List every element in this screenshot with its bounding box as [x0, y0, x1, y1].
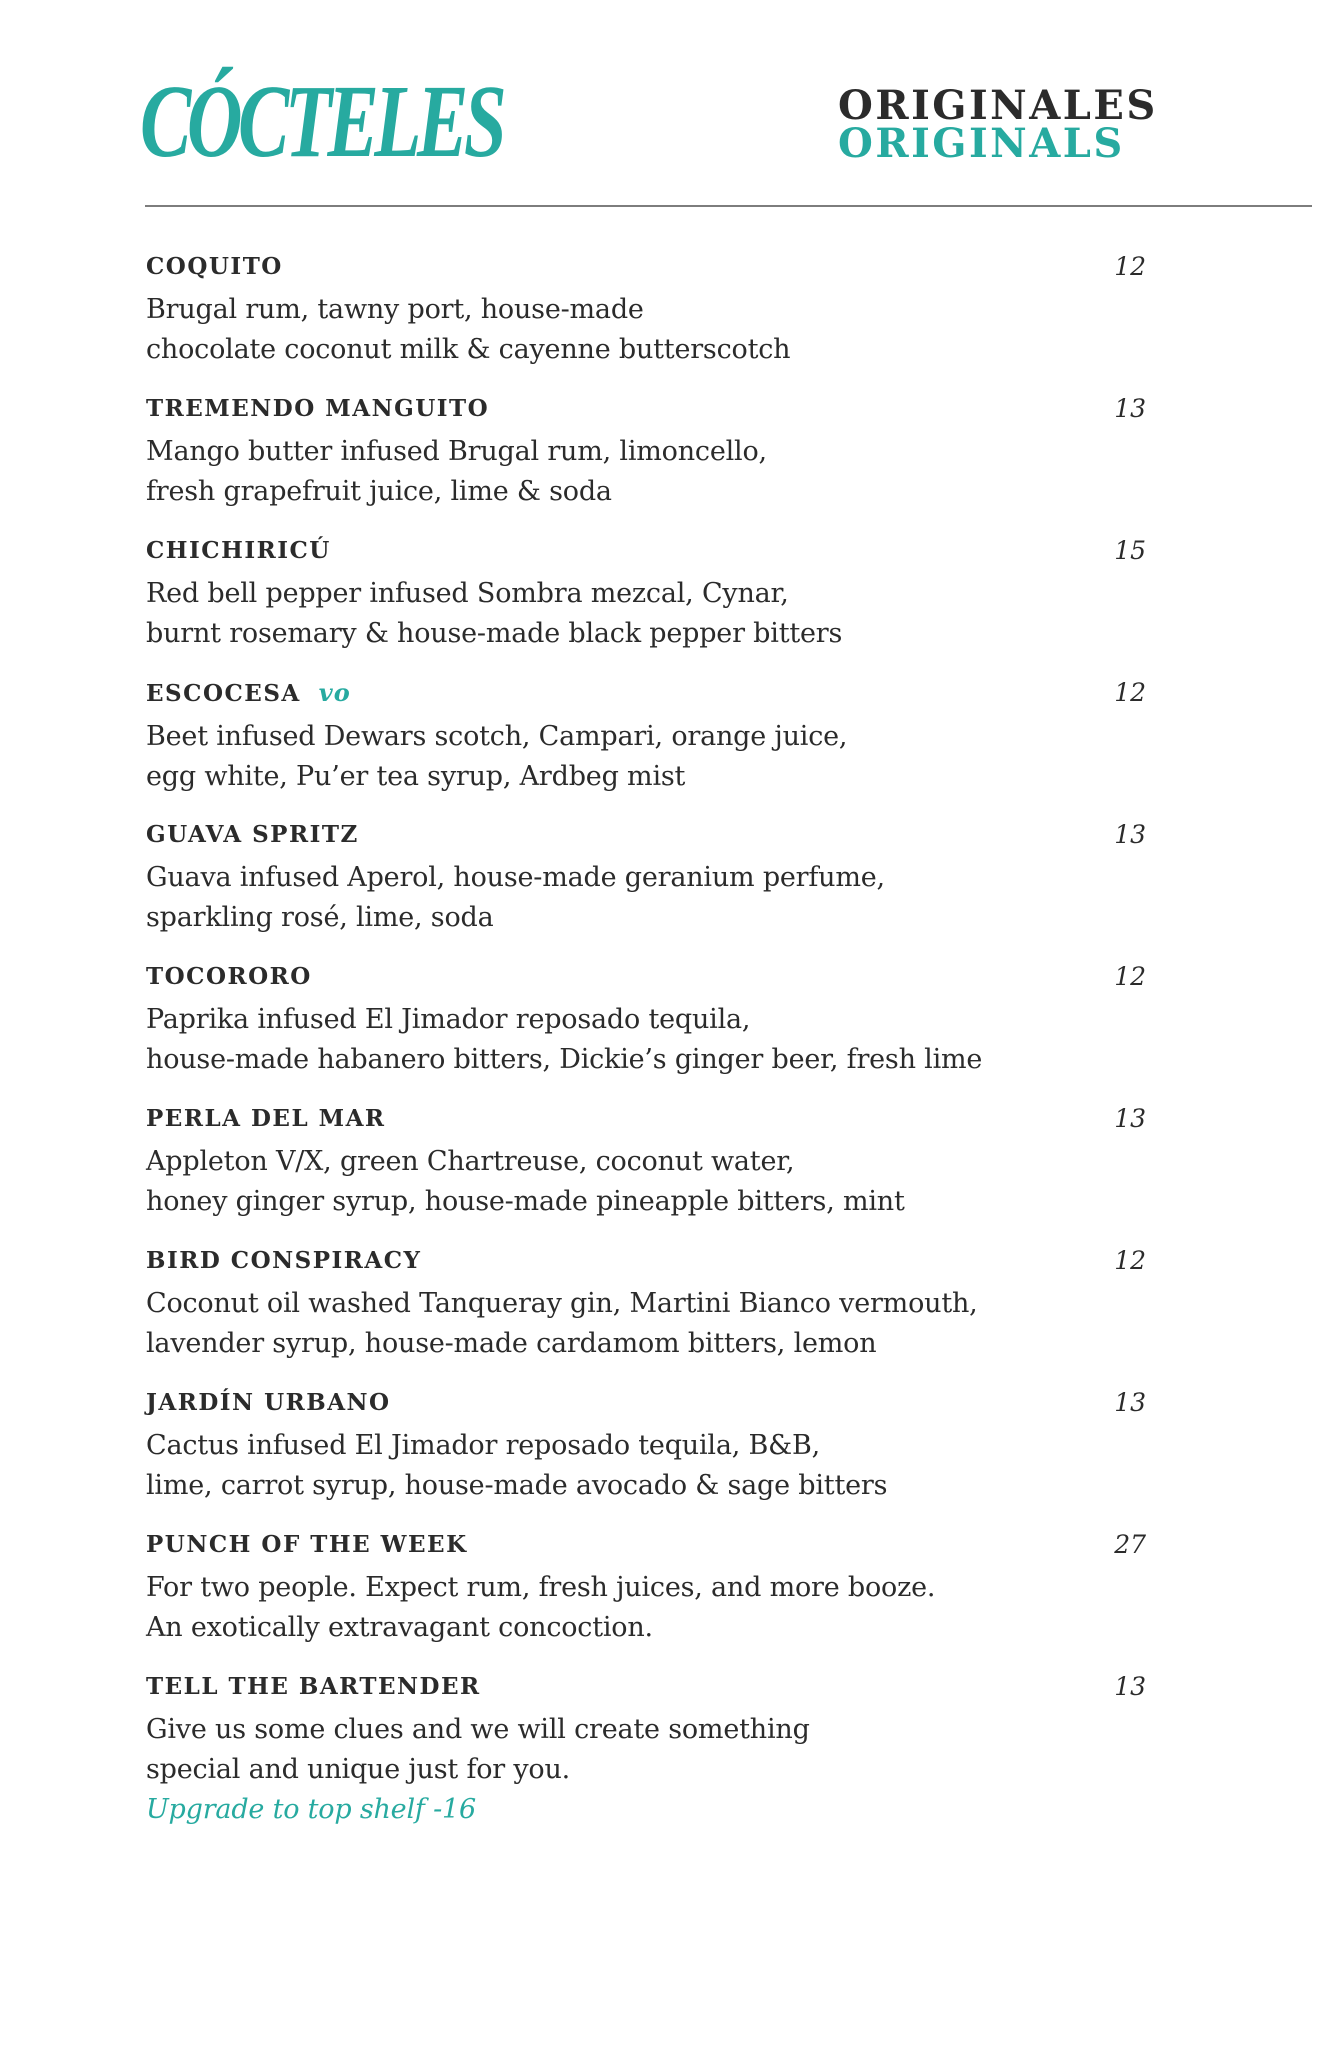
item-description-line: Brugal rum, tawny port, house-made	[146, 294, 644, 325]
item-description-line: chocolate coconut milk & cayenne butterscotch	[146, 334, 791, 365]
menu-item-punch-of-the-week	[146, 1530, 1146, 1648]
menu-item-tocororo	[146, 962, 1146, 1080]
item-note: vo	[318, 678, 351, 707]
section-title-english: ORIGINALS	[838, 120, 1125, 167]
item-description-line: Coconut oil washed Tanqueray gin, Martini Bianco vermouth,	[146, 1288, 978, 1319]
item-name: JARDÍN URBANO	[146, 1389, 391, 1416]
item-description	[146, 1142, 1146, 1222]
item-description-line: Beet infused Dewars scotch, Campari, orange juice,	[146, 721, 848, 752]
item-name: COQUITO	[146, 253, 283, 280]
item-description-line: Red bell pepper infused Sombra mezcal, Cynar,	[146, 578, 789, 609]
item-description	[146, 1000, 1146, 1080]
item-description	[146, 574, 1146, 654]
item-price: 13	[1114, 394, 1146, 423]
section-title-spanish: ORIGINALES	[838, 82, 1158, 129]
menu-item-guava-spritz	[146, 820, 1146, 938]
item-price: 27	[1114, 1530, 1146, 1559]
item-name: TOCORORO	[146, 963, 312, 990]
menu-item-tell-the-bartender	[146, 1672, 1146, 1830]
item-description-line: special and unique just for you.	[146, 1754, 571, 1785]
menu-item-chichiricu	[146, 536, 1146, 654]
menu-item-bird-conspiracy	[146, 1246, 1146, 1364]
item-name: BIRD CONSPIRACY	[146, 1247, 422, 1274]
item-name: TREMENDO MANGUITO	[146, 395, 490, 422]
item-description-line: Give us some clues and we will create something	[146, 1714, 810, 1745]
item-price: 13	[1114, 1672, 1146, 1701]
item-description-line: sparkling rosé, lime, soda	[146, 902, 494, 933]
item-description-line: house-made habanero bitters, Dickie’s ginger beer, fresh lime	[146, 1044, 983, 1075]
item-name: ESCOCESA	[146, 680, 301, 707]
item-description	[146, 717, 1146, 797]
item-name: CHICHIRICÚ	[146, 537, 331, 564]
item-description	[146, 858, 1146, 938]
item-description-line: lavender syrup, house-made cardamom bitters, lemon	[146, 1328, 877, 1359]
item-description-line: Guava infused Aperol, house-made geranium perfume,	[146, 862, 885, 893]
item-price: 12	[1114, 962, 1146, 991]
item-name-row	[146, 678, 1146, 709]
item-description	[146, 1568, 1146, 1648]
item-name: GUAVA SPRITZ	[146, 821, 359, 848]
item-description-line: lime, carrot syrup, house-made avocado & sage bitters	[146, 1470, 888, 1501]
item-description-line: For two people. Expect rum, fresh juices, and more booze.	[146, 1572, 936, 1603]
item-name: PERLA DEL MAR	[146, 1105, 386, 1132]
item-description	[146, 1710, 1146, 1830]
item-description	[146, 432, 1146, 512]
item-description-line: burnt rosemary & house-made black pepper bitters	[146, 618, 843, 649]
menu-item-jardin-urbano	[146, 1388, 1146, 1506]
item-description-line: Appleton V/X, green Chartreuse, coconut water,	[146, 1146, 795, 1177]
item-name: TELL THE BARTENDER	[146, 1673, 481, 1700]
item-description-line: egg white, Pu’er tea syrup, Ardbeg mist	[146, 761, 686, 792]
item-description-line: An exotically extravagant concoction.	[146, 1612, 653, 1643]
item-description	[146, 1426, 1146, 1506]
item-name: PUNCH OF THE WEEK	[146, 1531, 468, 1558]
item-description-line: fresh grapefruit juice, lime & soda	[146, 476, 612, 507]
menu-item-perla-del-mar	[146, 1104, 1146, 1222]
upgrade-note: Upgrade to top shelf -16	[146, 1794, 476, 1825]
header-divider	[145, 205, 1312, 207]
item-price: 13	[1114, 820, 1146, 849]
item-description-line: Mango butter infused Brugal rum, limoncello,	[146, 436, 767, 467]
item-description-line: Paprika infused El Jimador reposado tequila,	[146, 1004, 751, 1035]
item-description-line: honey ginger syrup, house-made pineapple bitters, mint	[146, 1186, 905, 1217]
item-description-line: Cactus infused El Jimador reposado tequila, B&B,	[146, 1430, 821, 1461]
item-price: 15	[1114, 536, 1146, 565]
item-price: 12	[1114, 678, 1146, 707]
menu-title: CÓCTELES	[140, 64, 503, 179]
menu-item-escocesa	[146, 678, 1146, 797]
item-price: 13	[1114, 1388, 1146, 1417]
item-description	[146, 290, 1146, 370]
menu-item-tremendo-manguito	[146, 394, 1146, 512]
item-description	[146, 1284, 1146, 1364]
item-price: 12	[1114, 252, 1146, 281]
item-price: 12	[1114, 1246, 1146, 1275]
item-price: 13	[1114, 1104, 1146, 1133]
menu-item-coquito	[146, 252, 1146, 370]
